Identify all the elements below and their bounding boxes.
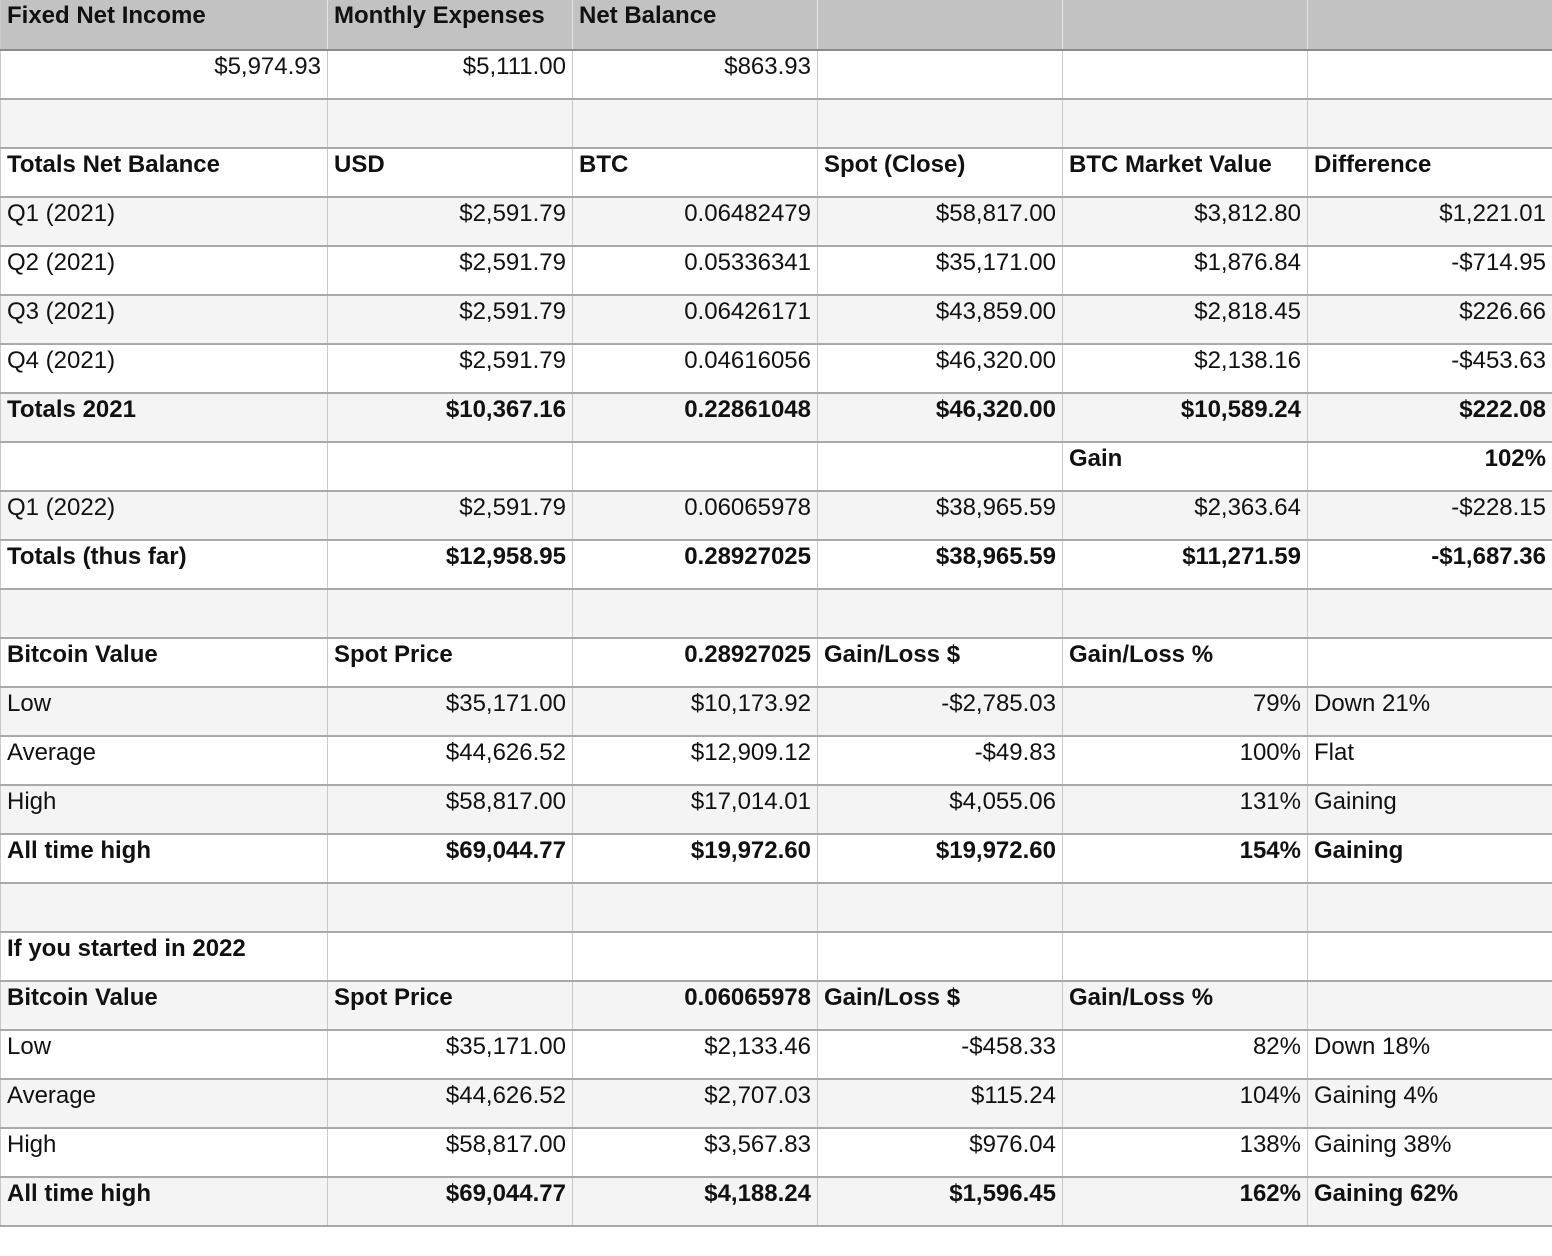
table-cell[interactable]: $69,044.77 — [328, 834, 573, 883]
table-cell[interactable] — [573, 883, 818, 932]
table-cell[interactable]: $11,271.59 — [1063, 540, 1308, 589]
table-cell[interactable] — [1, 883, 328, 932]
table-cell[interactable] — [573, 99, 818, 148]
table-cell[interactable]: $1,221.01 — [1308, 197, 1552, 246]
table-cell[interactable] — [328, 883, 573, 932]
table-cell[interactable]: Gaining 4% — [1308, 1079, 1552, 1128]
table-cell[interactable] — [1308, 981, 1552, 1030]
table-cell[interactable] — [818, 50, 1063, 99]
table-cell[interactable]: $58,817.00 — [328, 785, 573, 834]
header-cell[interactable] — [818, 0, 1063, 50]
table-cell[interactable] — [1063, 50, 1308, 99]
table-cell[interactable]: $2,133.46 — [573, 1030, 818, 1079]
table-cell[interactable]: $3,812.80 — [1063, 197, 1308, 246]
table-cell[interactable] — [1, 99, 328, 148]
table-row — [1, 344, 1552, 393]
table-row — [1, 246, 1552, 295]
table-cell[interactable] — [328, 589, 573, 638]
table-cell[interactable]: $10,367.16 — [328, 393, 573, 442]
table-cell[interactable] — [1, 442, 328, 491]
table-row — [1, 687, 1552, 736]
header-cell[interactable]: Fixed Net Income — [1, 0, 328, 50]
table-row — [1, 883, 1552, 932]
table-cell[interactable]: $4,055.06 — [818, 785, 1063, 834]
table-cell[interactable]: $58,817.00 — [328, 1128, 573, 1177]
table-cell[interactable]: Totals 2021 — [1, 393, 328, 442]
table-cell[interactable]: BTC Market Value — [1063, 148, 1308, 197]
header-row — [1, 0, 1552, 50]
table-cell[interactable]: All time high — [1, 834, 328, 883]
table-cell[interactable]: $1,596.45 — [818, 1177, 1063, 1226]
table-cell[interactable]: 0.04616056 — [573, 344, 818, 393]
table-row — [1, 540, 1552, 589]
table-cell[interactable]: Gaining — [1308, 834, 1552, 883]
table-cell[interactable]: $1,876.84 — [1063, 246, 1308, 295]
table-row — [1, 197, 1552, 246]
table-row — [1, 785, 1552, 834]
table-cell[interactable] — [328, 99, 573, 148]
table-cell[interactable]: $43,859.00 — [818, 295, 1063, 344]
table-cell[interactable]: Bitcoin Value — [1, 981, 328, 1030]
table-cell[interactable]: -$458.33 — [818, 1030, 1063, 1079]
table-row — [1, 638, 1552, 687]
table-cell[interactable]: $35,171.00 — [328, 1030, 573, 1079]
table-cell[interactable] — [573, 589, 818, 638]
table-cell[interactable]: Spot Price — [328, 638, 573, 687]
table-cell[interactable]: $2,363.64 — [1063, 491, 1308, 540]
header-cell[interactable] — [1308, 0, 1552, 50]
table-cell[interactable] — [818, 442, 1063, 491]
table-cell[interactable]: -$2,785.03 — [818, 687, 1063, 736]
table-cell[interactable]: 102% — [1308, 442, 1552, 491]
table-cell[interactable] — [1308, 638, 1552, 687]
table-row — [1, 589, 1552, 638]
table-cell[interactable]: $58,817.00 — [818, 197, 1063, 246]
table-cell[interactable]: $5,974.93 — [1, 50, 328, 99]
table-cell[interactable]: $38,965.59 — [818, 491, 1063, 540]
table-cell[interactable]: 0.05336341 — [573, 246, 818, 295]
table-cell[interactable]: Q4 (2021) — [1, 344, 328, 393]
table-cell[interactable]: 162% — [1063, 1177, 1308, 1226]
table-cell[interactable]: -$49.83 — [818, 736, 1063, 785]
table-cell[interactable]: Q3 (2021) — [1, 295, 328, 344]
table-cell[interactable]: 104% — [1063, 1079, 1308, 1128]
table-row — [1, 50, 1552, 99]
table-cell[interactable]: Gain — [1063, 442, 1308, 491]
table-cell[interactable]: $2,591.79 — [328, 295, 573, 344]
table-cell[interactable] — [328, 932, 573, 981]
table-cell[interactable]: $19,972.60 — [573, 834, 818, 883]
table-row — [1, 1079, 1552, 1128]
header-cell[interactable]: Net Balance — [573, 0, 818, 50]
table-cell[interactable]: $19,972.60 — [818, 834, 1063, 883]
table-cell[interactable]: $38,965.59 — [818, 540, 1063, 589]
table-cell[interactable]: Average — [1, 736, 328, 785]
header-cell[interactable] — [1063, 0, 1308, 50]
table-row — [1, 99, 1552, 148]
table-cell[interactable]: -$1,687.36 — [1308, 540, 1552, 589]
table-row — [1, 736, 1552, 785]
table-cell[interactable]: $2,591.79 — [328, 246, 573, 295]
table-cell[interactable]: 0.06065978 — [573, 981, 818, 1030]
table-cell[interactable] — [1308, 883, 1552, 932]
table-cell[interactable]: Down 18% — [1308, 1030, 1552, 1079]
table-cell[interactable]: $35,171.00 — [328, 687, 573, 736]
table-cell[interactable]: Gain/Loss % — [1063, 981, 1308, 1030]
table-row — [1, 1177, 1552, 1226]
table-cell[interactable]: Spot Price — [328, 981, 573, 1030]
table-cell[interactable] — [1, 589, 328, 638]
table-cell[interactable]: $44,626.52 — [328, 736, 573, 785]
table-cell[interactable]: -$228.15 — [1308, 491, 1552, 540]
table-cell[interactable]: Low — [1, 687, 328, 736]
table-cell[interactable] — [573, 442, 818, 491]
table-cell[interactable]: Spot (Close) — [818, 148, 1063, 197]
table-cell[interactable]: $69,044.77 — [328, 1177, 573, 1226]
table-cell[interactable]: -$453.63 — [1308, 344, 1552, 393]
table-row — [1, 932, 1552, 981]
table-cell[interactable]: $12,909.12 — [573, 736, 818, 785]
table-cell[interactable]: 79% — [1063, 687, 1308, 736]
table-cell[interactable] — [1063, 589, 1308, 638]
table-cell[interactable] — [1308, 50, 1552, 99]
table-cell[interactable]: USD — [328, 148, 573, 197]
table-cell[interactable]: Gaining — [1308, 785, 1552, 834]
table-cell[interactable]: 0.22861048 — [573, 393, 818, 442]
table-cell[interactable]: 0.28927025 — [573, 638, 818, 687]
table-cell[interactable] — [1308, 589, 1552, 638]
table-cell[interactable]: $863.93 — [573, 50, 818, 99]
table-cell[interactable]: $976.04 — [818, 1128, 1063, 1177]
header-cell[interactable]: Monthly Expenses — [328, 0, 573, 50]
sheet-body — [1, 50, 1552, 1226]
table-cell[interactable] — [1308, 932, 1552, 981]
table-cell[interactable]: $115.24 — [818, 1079, 1063, 1128]
table-cell[interactable]: $2,707.03 — [573, 1079, 818, 1128]
table-cell[interactable]: 0.06426171 — [573, 295, 818, 344]
table-cell[interactable]: $2,591.79 — [328, 197, 573, 246]
table-cell[interactable]: $17,014.01 — [573, 785, 818, 834]
table-cell[interactable]: Q1 (2022) — [1, 491, 328, 540]
table-cell[interactable]: Gaining 38% — [1308, 1128, 1552, 1177]
table-cell[interactable]: Q1 (2021) — [1, 197, 328, 246]
table-cell[interactable]: $44,626.52 — [328, 1079, 573, 1128]
table-cell[interactable] — [1063, 99, 1308, 148]
table-cell[interactable]: If you started in 2022 — [1, 932, 328, 981]
table-cell[interactable]: Totals Net Balance — [1, 148, 328, 197]
table-cell[interactable]: $2,591.79 — [328, 491, 573, 540]
table-cell[interactable]: 82% — [1063, 1030, 1308, 1079]
table-cell[interactable]: $5,111.00 — [328, 50, 573, 99]
table-row — [1, 442, 1552, 491]
table-cell[interactable]: 138% — [1063, 1128, 1308, 1177]
table-cell[interactable]: $12,958.95 — [328, 540, 573, 589]
table-cell[interactable]: Bitcoin Value — [1, 638, 328, 687]
table-row — [1, 1030, 1552, 1079]
table-cell[interactable] — [573, 932, 818, 981]
table-cell[interactable]: Average — [1, 1079, 328, 1128]
table-cell[interactable]: BTC — [573, 148, 818, 197]
table-row — [1, 834, 1552, 883]
table-cell[interactable] — [818, 99, 1063, 148]
table-row — [1, 295, 1552, 344]
table-cell[interactable]: Q2 (2021) — [1, 246, 328, 295]
table-cell[interactable]: $10,173.92 — [573, 687, 818, 736]
table-cell[interactable]: Gain/Loss $ — [818, 638, 1063, 687]
table-cell[interactable]: 131% — [1063, 785, 1308, 834]
table-cell[interactable] — [328, 442, 573, 491]
table-cell[interactable]: Low — [1, 1030, 328, 1079]
table-cell[interactable]: Gain/Loss % — [1063, 638, 1308, 687]
table-cell[interactable]: $222.08 — [1308, 393, 1552, 442]
table-cell[interactable]: 0.06482479 — [573, 197, 818, 246]
table-cell[interactable]: Gaining 62% — [1308, 1177, 1552, 1226]
table-cell[interactable] — [1308, 99, 1552, 148]
table-cell[interactable]: Flat — [1308, 736, 1552, 785]
table-cell[interactable]: $46,320.00 — [818, 393, 1063, 442]
table-row — [1, 981, 1552, 1030]
table-cell[interactable]: High — [1, 1128, 328, 1177]
table-cell[interactable]: Gain/Loss $ — [818, 981, 1063, 1030]
table-row — [1, 148, 1552, 197]
table-cell[interactable]: $2,591.79 — [328, 344, 573, 393]
table-cell[interactable]: 154% — [1063, 834, 1308, 883]
table-cell[interactable]: -$714.95 — [1308, 246, 1552, 295]
table-cell[interactable] — [1063, 883, 1308, 932]
table-cell[interactable]: Down 21% — [1308, 687, 1552, 736]
table-row — [1, 491, 1552, 540]
table-cell[interactable]: $2,818.45 — [1063, 295, 1308, 344]
table-row — [1, 1128, 1552, 1177]
table-cell[interactable]: $226.66 — [1308, 295, 1552, 344]
table-cell[interactable]: All time high — [1, 1177, 328, 1226]
table-cell[interactable]: $35,171.00 — [818, 246, 1063, 295]
table-cell[interactable] — [818, 589, 1063, 638]
table-cell[interactable]: $2,138.16 — [1063, 344, 1308, 393]
table-cell[interactable]: 0.06065978 — [573, 491, 818, 540]
table-cell[interactable]: 100% — [1063, 736, 1308, 785]
table-cell[interactable]: Totals (thus far) — [1, 540, 328, 589]
table-cell[interactable] — [1063, 932, 1308, 981]
table-cell[interactable] — [818, 883, 1063, 932]
table-cell[interactable]: $4,188.24 — [573, 1177, 818, 1226]
table-cell[interactable]: $3,567.83 — [573, 1128, 818, 1177]
table-cell[interactable]: $46,320.00 — [818, 344, 1063, 393]
table-cell[interactable] — [818, 932, 1063, 981]
table-cell[interactable]: High — [1, 785, 328, 834]
table-row — [1, 393, 1552, 442]
table-cell[interactable]: $10,589.24 — [1063, 393, 1308, 442]
table-cell[interactable]: 0.28927025 — [573, 540, 818, 589]
table-cell[interactable]: Difference — [1308, 148, 1552, 197]
